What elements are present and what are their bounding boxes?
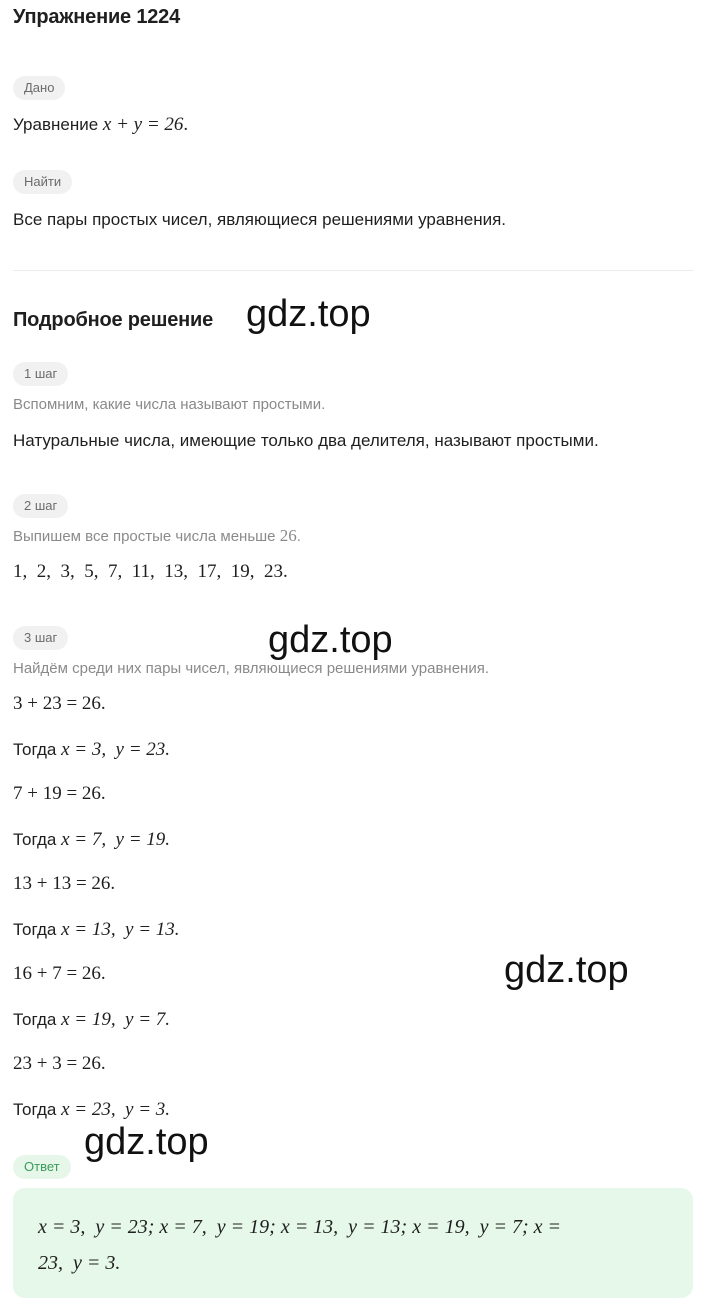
sum-line-2: 7 + 19 = 26. [13,783,106,804]
then-word: Тогда [13,830,57,849]
x-value: x = 7, [61,829,107,850]
prime-list: 1, 2, 3, 5, 7, 11, 13, 17, 19, 23. [13,561,288,582]
then-word: Тогда [13,1100,57,1119]
answer-line-1: x = 3, y = 23; x = 7, y = 19; x = 13, y = 13; x = 19, y = 7; x = [38,1216,561,1238]
watermark: gdz.top [246,293,371,335]
find-section [13,170,72,194]
y-value: y = 3. [125,1099,171,1120]
sum-line-1: 3 + 23 = 26. [13,693,106,714]
x-value: x = 19, [61,1009,116,1030]
sum-line-4: 16 + 7 = 26. [13,963,106,984]
then-line-1 [13,739,170,761]
y-value: y = 23. [115,739,171,760]
step-2-tag: 2 шаг [13,494,68,518]
step-3 [13,626,68,650]
answer-line-2: 23, y = 3. [38,1252,121,1274]
step-2-hint-suffix: . [296,528,301,545]
x-value: x = 23, [61,1099,116,1120]
step-3-hint: Найдём среди них пары чисел, являющиеся решениями уравнения. [13,660,489,677]
given-section [13,76,65,100]
section-divider [13,270,693,271]
then-line-5 [13,1099,170,1121]
given-equation: x + y = 26 [102,114,184,135]
then-line-3 [13,919,180,941]
given-prefix: Уравнение [13,115,103,134]
then-word: Тогда [13,920,57,939]
given-text [13,114,188,136]
sum-line-3: 13 + 13 = 26. [13,873,116,894]
answer-section [13,1155,71,1179]
watermark: gdz.top [84,1121,209,1163]
y-value: y = 19. [115,829,171,850]
step-3-tag: 3 шаг [13,626,68,650]
step-1-text: Натуральные числа, имеющие только два делителя, называют простыми. [13,431,599,450]
then-word: Тогда [13,1010,57,1029]
step-2-hint [13,526,301,547]
step-1 [13,362,68,386]
find-tag: Найти [13,170,72,194]
answer-tag: Ответ [13,1155,71,1179]
then-line-4 [13,1009,170,1031]
sum-line-5: 23 + 3 = 26. [13,1053,106,1074]
page-title: Упражнение 1224 [13,6,181,28]
given-suffix: . [183,114,189,135]
then-line-2 [13,829,170,851]
find-text: Все пары простых чисел, являющиеся решениями уравнения. [13,210,507,229]
step-2 [13,494,68,518]
answer-box [13,1188,693,1298]
step-1-tag: 1 шаг [13,362,68,386]
step-2-hint-text: Выпишем все простые числа меньше [13,528,280,545]
watermark: gdz.top [504,949,629,991]
step-1-hint: Вспомним, какие числа называют простыми. [13,396,326,413]
then-word: Тогда [13,740,57,759]
given-tag: Дано [13,76,65,100]
solution-heading: Подробное решение [13,309,214,331]
x-value: x = 3, [61,739,107,760]
watermark: gdz.top [268,619,393,661]
y-value: y = 7. [125,1009,171,1030]
x-value: x = 13, [61,919,116,940]
step-2-hint-number: 26 [279,526,297,545]
y-value: y = 13. [125,919,180,940]
